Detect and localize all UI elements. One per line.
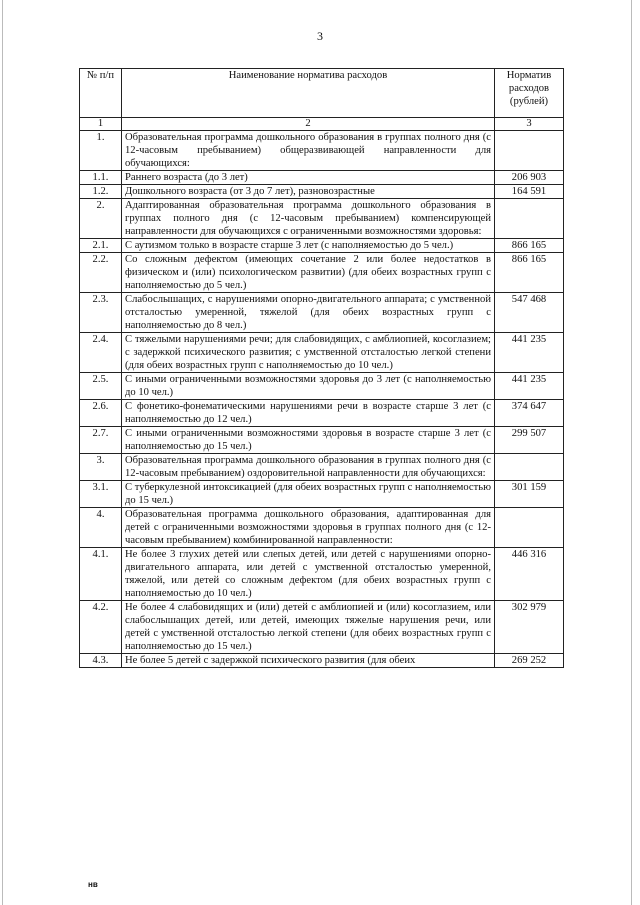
- table-row: [80, 454, 564, 481]
- row-number: 2.1.: [80, 239, 122, 253]
- row-number: 1.1.: [80, 171, 122, 185]
- expense-norms-table: [79, 68, 564, 668]
- row-value: 269 252: [495, 654, 564, 668]
- row-name: Образовательная программа дошкольного образования в группах полного дня (с 12-часовым пребыванием) оздоровительной направленности для обучающихся:: [122, 454, 495, 481]
- row-value: 866 165: [495, 253, 564, 293]
- row-name: Со сложным дефектом (имеющих сочетание 2 или более недостатков в физическом и (или) психологическом развитии) (для обеих возрастных групп с наполняемостью до 5 чел.): [122, 253, 495, 293]
- row-value: [495, 131, 564, 171]
- row-number: 4.3.: [80, 654, 122, 668]
- row-value: 206 903: [495, 171, 564, 185]
- row-value: 547 468: [495, 293, 564, 333]
- row-value: 164 591: [495, 185, 564, 199]
- row-number: 2.4.: [80, 333, 122, 373]
- row-number: 1.2.: [80, 185, 122, 199]
- column-number: 3: [495, 118, 564, 131]
- row-number: 3.1.: [80, 481, 122, 508]
- row-name: С аутизмом только в возрасте старше 3 лет (с наполняемостью до 5 чел.): [122, 239, 495, 253]
- row-value: [495, 454, 564, 481]
- row-value: 302 979: [495, 601, 564, 654]
- table-row: [80, 400, 564, 427]
- row-number: 2.: [80, 199, 122, 239]
- table-row: [80, 185, 564, 199]
- table-row: [80, 293, 564, 333]
- row-name: Не более 3 глухих детей или слепых детей, или детей с нарушениями опорно-двигательного аппарата, или детей с умственной отсталостью умеренной, тяжелой, или детей со сложным дефектом (для обеих возрастных групп с наполняемостью до 10 чел.): [122, 548, 495, 601]
- row-name: С иными ограниченными возможностями здоровья до 3 лет (с наполняемостью до 10 чел.): [122, 373, 495, 400]
- footer-mark: нв: [88, 880, 98, 889]
- row-value: 441 235: [495, 373, 564, 400]
- table-row: [80, 601, 564, 654]
- scan-edge-right: [631, 0, 632, 905]
- table-header-row: [80, 69, 564, 118]
- row-number: 4.: [80, 508, 122, 548]
- page-number: 3: [317, 29, 323, 43]
- table-row: [80, 239, 564, 253]
- table-row: [80, 508, 564, 548]
- row-number: 2.3.: [80, 293, 122, 333]
- table-row: [80, 654, 564, 668]
- row-name: С тяжелыми нарушениями речи; для слабовидящих, с амблиопией, косоглазием; с задержкой психического развития; с умственной отсталостью легкой степени (для обеих возрастных групп с наполняемостью до 10 чел.): [122, 333, 495, 373]
- row-name: Дошкольного возраста (от 3 до 7 лет), разновозрастные: [122, 185, 495, 199]
- table-row: [80, 373, 564, 400]
- row-name: Не более 4 слабовидящих и (или) детей с амблиопией и (или) косоглазием, или слабослышащих детей, или детей, имеющих тяжелые нарушения речи, или детей с умственной отсталостью легкой степени (для обеих возрастных групп с наполняемостью до 15 чел.): [122, 601, 495, 654]
- row-value: 374 647: [495, 400, 564, 427]
- table-body: [80, 131, 564, 668]
- row-name: С фонетико-фонематическими нарушениями речи в возрасте старше 3 лет (с наполняемостью до 12 чел.): [122, 400, 495, 427]
- row-value: 441 235: [495, 333, 564, 373]
- row-name: С туберкулезной интоксикацией (для обеих возрастных групп с наполняемостью до 15 чел.): [122, 481, 495, 508]
- header-name: Наименование норматива расходов: [122, 69, 495, 118]
- column-number: 2: [122, 118, 495, 131]
- table-row: [80, 481, 564, 508]
- row-number: 2.5.: [80, 373, 122, 400]
- row-number: 2.2.: [80, 253, 122, 293]
- row-value: 446 316: [495, 548, 564, 601]
- scan-edge-left: [2, 0, 3, 905]
- row-number: 3.: [80, 454, 122, 481]
- table-row: [80, 253, 564, 293]
- row-value: [495, 508, 564, 548]
- row-value: [495, 199, 564, 239]
- table-row: [80, 131, 564, 171]
- table-row: [80, 171, 564, 185]
- row-name: Раннего возраста (до 3 лет): [122, 171, 495, 185]
- table-row: [80, 199, 564, 239]
- row-name: Образовательная программа дошкольного образования, адаптированная для детей с ограниченными возможностями здоровья в группах полного дня (с 12-часовым пребыванием) комбинированной направленности:: [122, 508, 495, 548]
- row-number: 2.6.: [80, 400, 122, 427]
- column-numbers-row: [80, 118, 564, 131]
- row-name: Не более 5 детей с задержкой психического развития (для обеих: [122, 654, 495, 668]
- row-name: С иными ограниченными возможностями здоровья в возрасте старше 3 лет (с наполняемостью до 15 чел.): [122, 427, 495, 454]
- row-name: Адаптированная образовательная программа дошкольного образования в группах полного дня (с 12-часовым пребыванием) компенсирующей направленности для обучающихся с ограниченными возможностями здоровья:: [122, 199, 495, 239]
- table-row: [80, 548, 564, 601]
- table-row: [80, 427, 564, 454]
- row-value: 301 159: [495, 481, 564, 508]
- row-value: 866 165: [495, 239, 564, 253]
- header-value: Норматив расходов (рублей): [495, 69, 564, 118]
- row-number: 4.1.: [80, 548, 122, 601]
- header-number: № п/п: [80, 69, 122, 118]
- column-number: 1: [80, 118, 122, 131]
- row-name: Образовательная программа дошкольного образования в группах полного дня (с 12-часовым пребыванием) общеразвивающей направленности для обучающихся:: [122, 131, 495, 171]
- row-number: 2.7.: [80, 427, 122, 454]
- row-number: 4.2.: [80, 601, 122, 654]
- row-value: 299 507: [495, 427, 564, 454]
- table-row: [80, 333, 564, 373]
- row-name: Слабослышащих, с нарушениями опорно-двигательного аппарата; с умственной отсталостью умеренной, тяжелой (для обеих возрастных групп с наполняемостью до 8 чел.): [122, 293, 495, 333]
- row-number: 1.: [80, 131, 122, 171]
